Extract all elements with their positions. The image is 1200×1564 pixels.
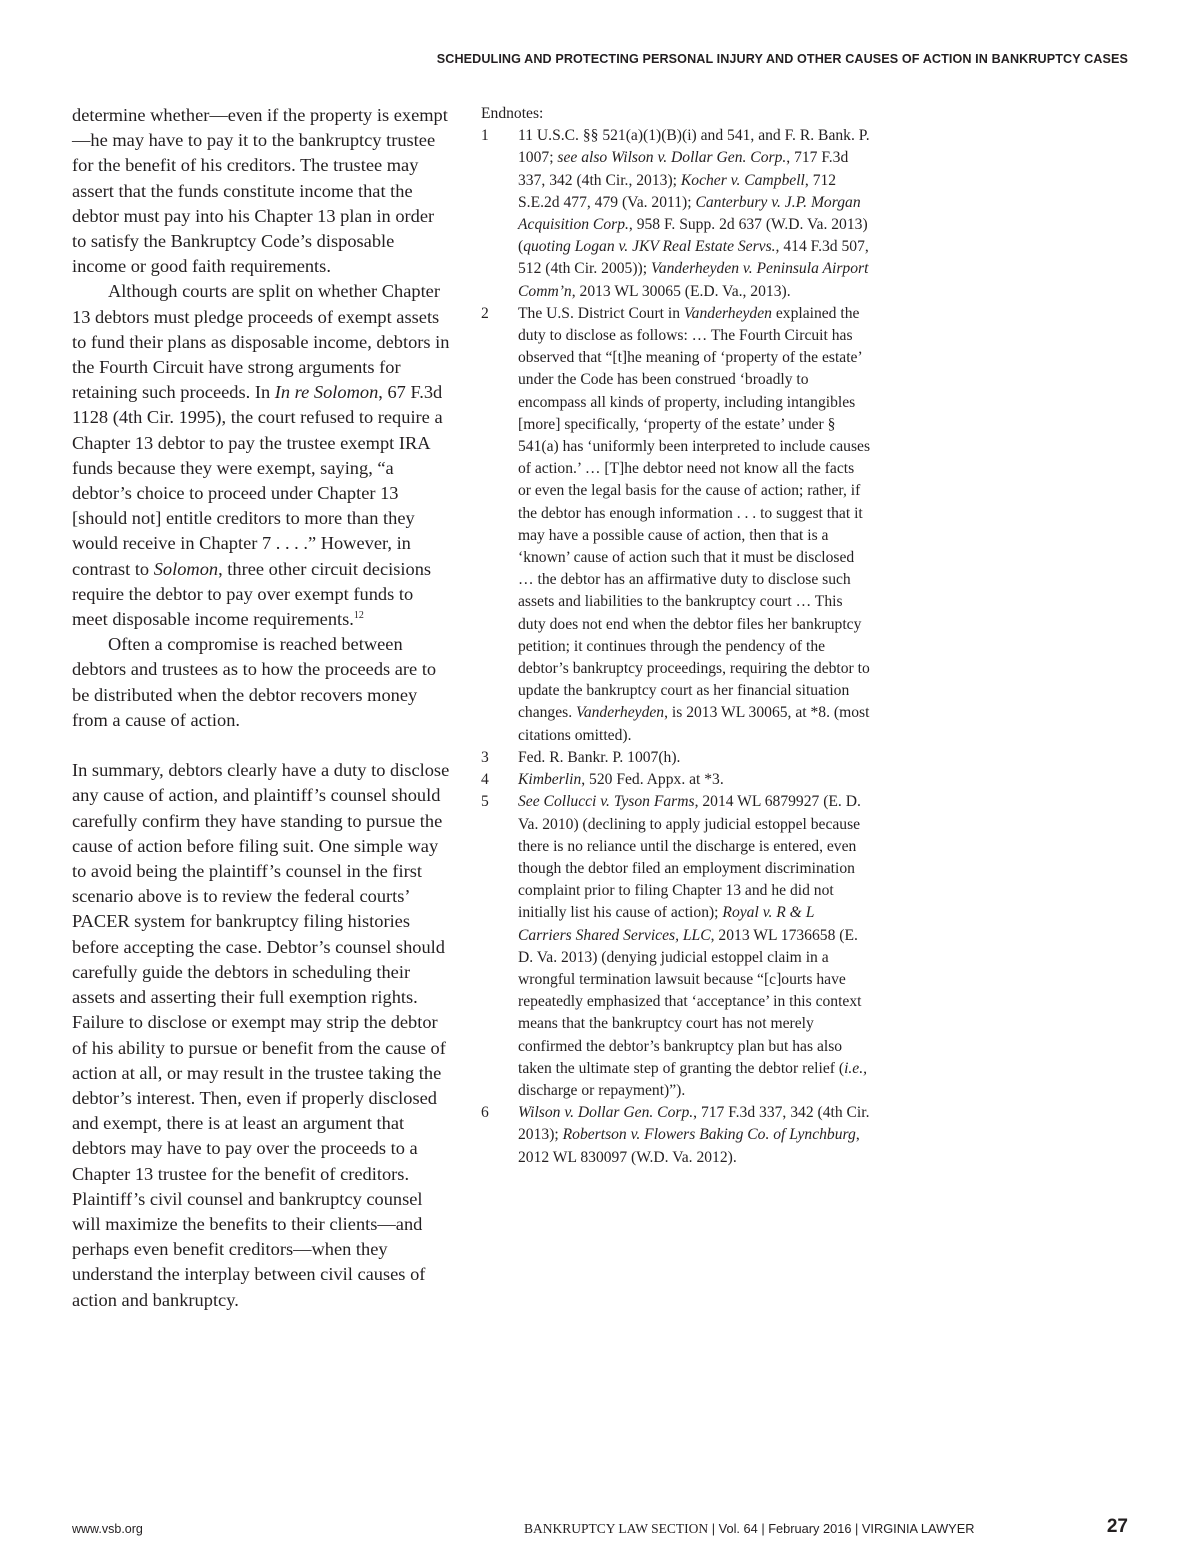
footer-date: February 2016 [768, 1521, 852, 1536]
endnote-text: See Collucci v. Tyson Farms, 2014 WL 6879927 (E. D. Va. 2010) (declining to apply judicial estoppel because there is no reliance until the discharge is entered, even though the debtor filed an employment discrimination complaint prior to filing Chapter 13 and he did not initially list his cause of action); Royal v. R & L Carriers Shared Services, LLC, 2013 WL 1736658 (E. D. Va. 2013) (denying judicial estoppel claim in a wrongful termination lawsuit because “[c]ourts have repeatedly emphasized that ‘acceptance’ in this context means that the bankruptcy court has not merely confirmed the debtor’s bankruptcy plan but has also taken the ultimate step of granting the debtor relief (i.e., discharge or repayment)”). [518, 793, 868, 1099]
endnote-number: 3 [481, 748, 489, 766]
endnote-text: 11 U.S.C. §§ 521(a)(1)(B)(i) and 541, and F. R. Bank. P. 1007; see also Wilson v. Dollar Gen. Corp., 717 F.3d 337, 342 (4th Cir., 2013); Kocher v. Campbell, 712 S.E.2d 477, 479 (Va. 2011); Canterbury v. J.P. Morgan Acquisition Corp., 958 F. Supp. 2d 637 (W.D. Va. 2013) (quoting Logan v. JKV Real Estate Servs., 414 F.3d 507, 512 (4th Cir. 2005)); Vanderheyden v. Peninsula Airport Comm’n, 2013 WL 30065 (E.D. Va., 2013). [518, 127, 870, 300]
endnote-4 [481, 769, 871, 791]
endnote-text: Kimberlin, 520 Fed. Appx. at *3. [518, 771, 724, 789]
endnote-3 [481, 747, 871, 769]
footer-website-link[interactable]: www.vsb.org [72, 1522, 143, 1536]
case-citation: Solomon [153, 558, 219, 579]
page-number: 27 [1106, 1516, 1128, 1537]
endnote-6 [481, 1102, 871, 1169]
article-body-column [72, 103, 452, 1313]
body-paragraph: Often a compromise is reached between debtors and trustees as to how the proceeds are to be distributed when the debtor recovers money from a cause of action. [72, 634, 437, 730]
endnote-number: 1 [481, 127, 489, 145]
endnote-reference[interactable]: 12 [353, 610, 364, 622]
running-header: SCHEDULING AND PROTECTING PERSONAL INJURY AND OTHER CAUSES OF ACTION IN BANKRUPTCY CASES [436, 52, 1128, 66]
case-citation: In re Solomon [274, 382, 379, 403]
body-paragraph: determine whether—even if the property is exempt—he may have to pay it to the bankruptcy trustee for the benefit of his creditors. The trustee may assert that the funds constitute income that the debtor must pay into his Chapter 13 plan in order to satisfy the Bankruptcy Code’s disposable income or good faith requirements. [72, 105, 448, 277]
footer-publication: VIRGINIA LAWYER [861, 1521, 975, 1536]
endnote-number: 5 [481, 793, 489, 811]
endnote-1 [481, 125, 871, 303]
endnotes-column [481, 103, 871, 1169]
endnote-number: 6 [481, 1104, 489, 1122]
endnote-5 [481, 791, 871, 1102]
endnote-number: 4 [481, 771, 489, 789]
footer-volume: Vol. 64 [718, 1521, 758, 1536]
endnote-number: 2 [481, 304, 489, 322]
endnotes-heading: Endnotes: [481, 105, 544, 122]
body-paragraph: Although courts are split on whether Chapter 13 debtors must pledge proceeds of exempt assets to fund their plans as disposable income, debtors in the Fourth Circuit have strong arguments for retaining such proceeds. In In re Solomon, 67 F.3d 1128 (4th Cir. 1995), the court refused to require a Chapter 13 debtor to pay the trustee exempt IRA funds because they were exempt, saying, “a debtor’s choice to proceed under Chapter 13 [should not] entitle creditors to more than they would receive in Chapter 7 . . . .” However, in contrast to Solomon, three other circuit decisions require the debtor to pay over exempt funds to meet disposable income requirements.$^{12}$ [72, 281, 450, 630]
endnote-text: The U.S. District Court in Vanderheyden explained the duty to disclose as follows: … The Fourth Circuit has observed that “[t]he meaning of ‘property of the estate’ under the Code has been construed ‘broadly to encompass all kinds of property, including intangibles [more] specifically, ‘property of the estate’ under § 541(a) has ‘uniformly been interpreted to include causes of action.’ … [T]he debtor need not know all the facts or even the legal basis for the cause of action; rather, if the debtor has enough information . . . to suggest that it may have a possible cause of action, then that is a ‘known’ cause of action such that it must be disclosed … the debtor has an affirmative duty to disclose such assets and liabilities to the bankruptcy court … This duty does not end when the debtor files her bankruptcy petition; it continues through the pendency of the debtor’s bankruptcy proceedings, requiring the debtor to update the bankruptcy court as her financial situation changes. Vanderheyden, is 2013 WL 30065, at *8. (most citations omitted). [518, 304, 871, 744]
endnote-text: Wilson v. Dollar Gen. Corp., 717 F.3d 337, 342 (4th Cir. 2013); Robertson v. Flowers Baking Co. of Lynchburg, 2012 WL 830097 (W.D. Va. 2012). [518, 1104, 870, 1166]
footer-issue-line: BANKRUPTCY LAW SECTION | Vol. 64 | February 2016 | VIRGINIA LAWYER [524, 1521, 975, 1536]
endnote-2 [481, 303, 871, 747]
footer-section-name: BANKRUPTCY LAW SECTION [524, 1521, 709, 1536]
summary-paragraph: In summary, debtors clearly have a duty to disclose any cause of action, and plaintiff’s counsel should carefully confirm they have standing to pursue the cause of action before filing suit. One simple way to avoid being the plaintiff’s counsel in the first scenario above is to review the federal courts’ PACER system for bankruptcy filing histories before accepting the case. Debtor’s counsel should carefully guide the debtors in scheduling their assets and asserting their full exemption rights. Failure to disclose or exempt may strip the debtor of his ability to pursue or benefit from the cause of action at all, or may result in the trustee taking the debtor’s interest. Then, even if properly disclosed and exempt, there is at least an argument that debtors may have to pay over the proceeds to a Chapter 13 trustee for the benefit of creditors. Plaintiff’s civil counsel and bankruptcy counsel will maximize the benefits to their clients—and perhaps even benefit creditors—when they understand the interplay between civil causes of action and bankruptcy. [72, 760, 450, 1310]
endnote-text: Fed. R. Bankr. P. 1007(h). [518, 748, 681, 766]
